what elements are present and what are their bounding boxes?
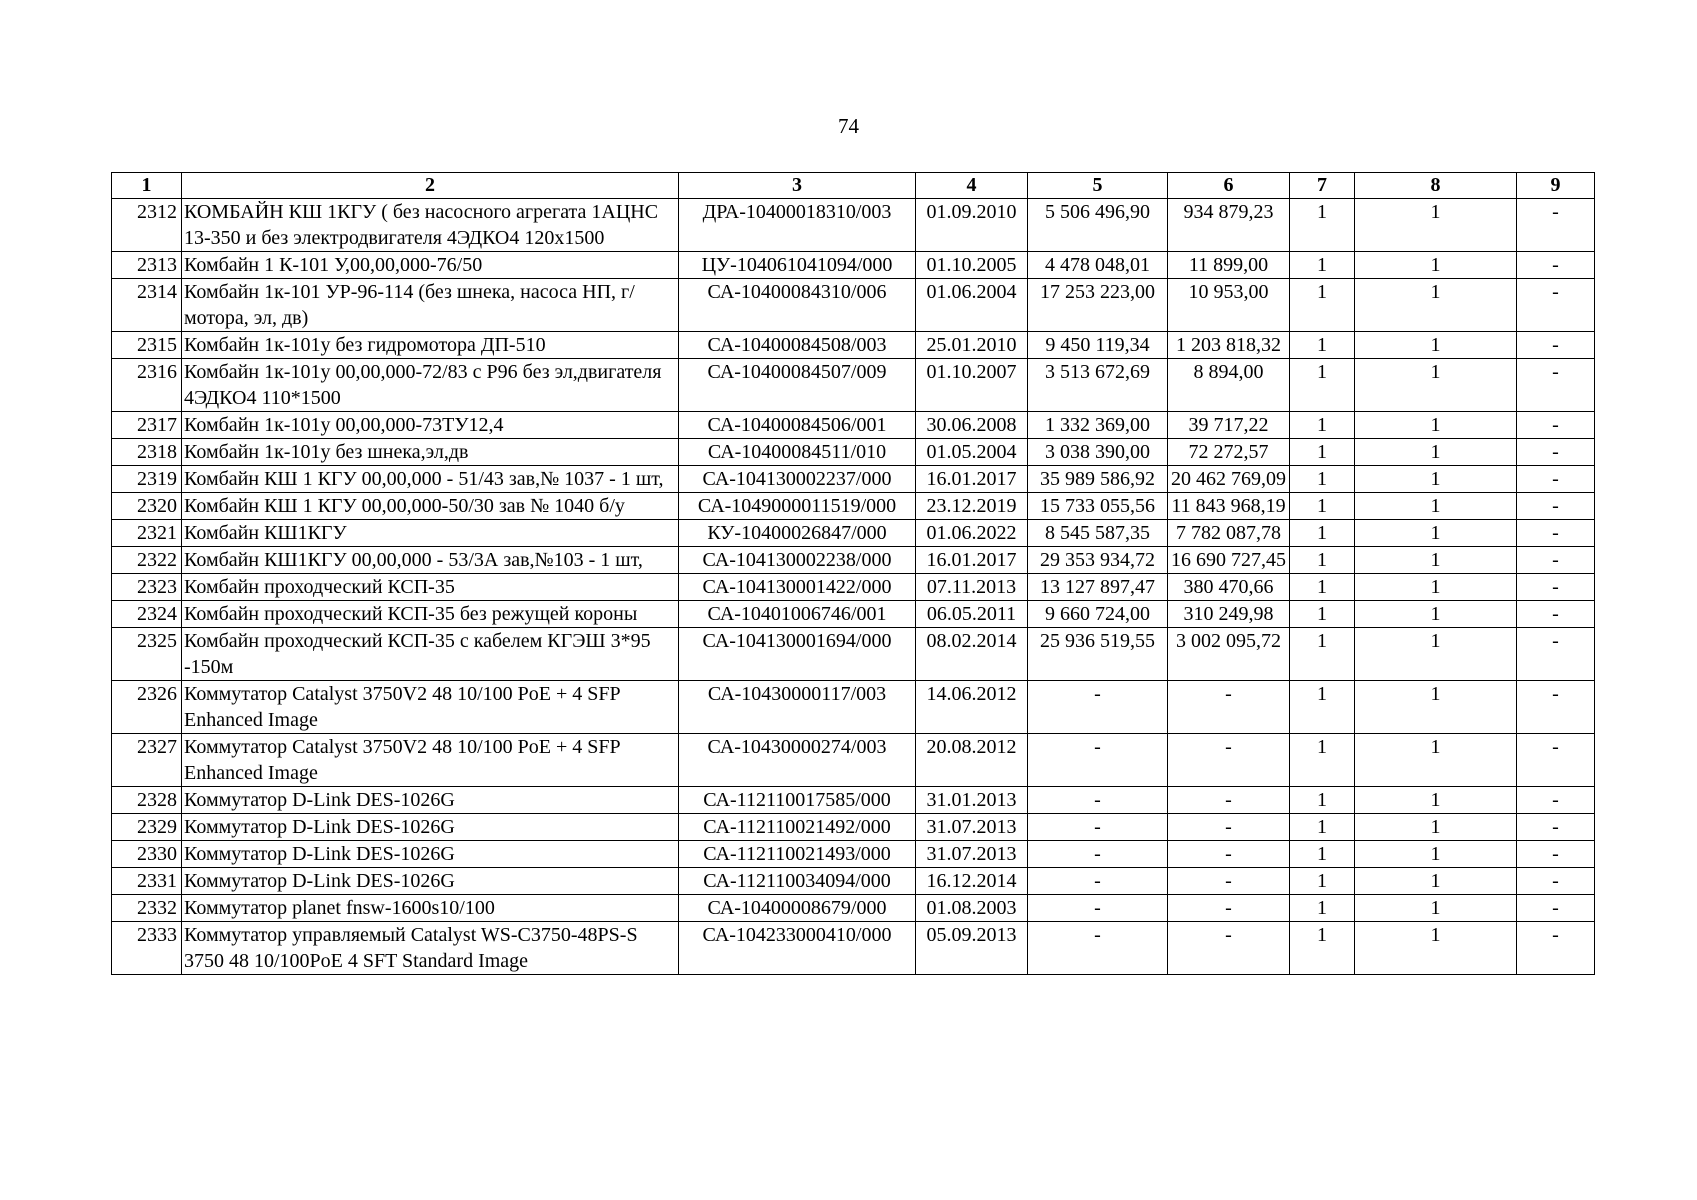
value-col-5: - <box>1028 681 1168 734</box>
item-name: Коммутатор управляемый Catalyst WS-C3750-48PS-S 3750 48 10/100PoE 4 SFT Standard Image <box>182 922 679 975</box>
value-col-5: 25 936 519,55 <box>1028 628 1168 681</box>
value-col-9: - <box>1517 252 1595 279</box>
date-cell: 07.11.2013 <box>916 574 1028 601</box>
date-cell: 16.01.2017 <box>916 466 1028 493</box>
column-header-8: 8 <box>1355 173 1517 199</box>
row-number: 2320 <box>112 493 182 520</box>
value-col-8: 1 <box>1355 922 1517 975</box>
value-col-9: - <box>1517 787 1595 814</box>
value-col-9: - <box>1517 628 1595 681</box>
value-col-7: 1 <box>1290 681 1355 734</box>
value-col-9: - <box>1517 547 1595 574</box>
value-col-8: 1 <box>1355 547 1517 574</box>
row-number: 2315 <box>112 332 182 359</box>
table-row <box>112 547 1595 574</box>
value-col-8: 1 <box>1355 628 1517 681</box>
table-row <box>112 681 1595 734</box>
value-col-5: 13 127 897,47 <box>1028 574 1168 601</box>
value-col-9: - <box>1517 412 1595 439</box>
value-col-8: 1 <box>1355 895 1517 922</box>
value-col-5: - <box>1028 868 1168 895</box>
value-col-6: 11 843 968,19 <box>1168 493 1290 520</box>
value-col-5: 5 506 496,90 <box>1028 199 1168 252</box>
value-col-7: 1 <box>1290 199 1355 252</box>
value-col-6: 7 782 087,78 <box>1168 520 1290 547</box>
inventory-code: СА-10430000274/003 <box>679 734 916 787</box>
row-number: 2322 <box>112 547 182 574</box>
row-number: 2318 <box>112 439 182 466</box>
item-name: Комбайн КШ 1 КГУ 00,00,000-50/30 зав № 1040 б/у <box>182 493 679 520</box>
inventory-code: СА-104130001694/000 <box>679 628 916 681</box>
inventory-code: КУ-10400026847/000 <box>679 520 916 547</box>
value-col-6: 72 272,57 <box>1168 439 1290 466</box>
date-cell: 01.09.2010 <box>916 199 1028 252</box>
value-col-7: 1 <box>1290 520 1355 547</box>
table-row <box>112 493 1595 520</box>
value-col-9: - <box>1517 574 1595 601</box>
value-col-6: 8 894,00 <box>1168 359 1290 412</box>
inventory-code: СА-10400084507/009 <box>679 359 916 412</box>
value-col-7: 1 <box>1290 359 1355 412</box>
inventory-code: СА-112110034094/000 <box>679 868 916 895</box>
row-number: 2317 <box>112 412 182 439</box>
item-name: Коммутатор D-Link DES-1026G <box>182 841 679 868</box>
table-row <box>112 841 1595 868</box>
table-row <box>112 601 1595 628</box>
row-number: 2333 <box>112 922 182 975</box>
item-name: Коммутатор planet fnsw-1600s10/100 <box>182 895 679 922</box>
value-col-5: 3 513 672,69 <box>1028 359 1168 412</box>
value-col-5: 1 332 369,00 <box>1028 412 1168 439</box>
item-name: Коммутатор Catalyst 3750V2 48 10/100 PoE + 4 SFP Enhanced Image <box>182 681 679 734</box>
column-header-6: 6 <box>1168 173 1290 199</box>
value-col-9: - <box>1517 199 1595 252</box>
row-number: 2325 <box>112 628 182 681</box>
table-row <box>112 199 1595 252</box>
item-name: Комбайн КШ 1 КГУ 00,00,000 - 51/43 зав,№ 1037 - 1 шт, <box>182 466 679 493</box>
table-row <box>112 520 1595 547</box>
table-row <box>112 412 1595 439</box>
table-row <box>112 787 1595 814</box>
table-row <box>112 734 1595 787</box>
value-col-9: - <box>1517 332 1595 359</box>
value-col-6: - <box>1168 734 1290 787</box>
inventory-code: СА-10400084310/006 <box>679 279 916 332</box>
date-cell: 31.07.2013 <box>916 841 1028 868</box>
row-number: 2328 <box>112 787 182 814</box>
date-cell: 25.01.2010 <box>916 332 1028 359</box>
table-row <box>112 868 1595 895</box>
value-col-9: - <box>1517 279 1595 332</box>
row-number: 2327 <box>112 734 182 787</box>
value-col-6: - <box>1168 787 1290 814</box>
table-row <box>112 359 1595 412</box>
table-row <box>112 466 1595 493</box>
column-header-9: 9 <box>1517 173 1595 199</box>
date-cell: 01.06.2004 <box>916 279 1028 332</box>
value-col-8: 1 <box>1355 466 1517 493</box>
item-name: Коммутатор D-Link DES-1026G <box>182 814 679 841</box>
value-col-7: 1 <box>1290 493 1355 520</box>
date-cell: 16.12.2014 <box>916 868 1028 895</box>
inventory-code: СА-10400008679/000 <box>679 895 916 922</box>
value-col-5: - <box>1028 922 1168 975</box>
row-number: 2312 <box>112 199 182 252</box>
page-number: 74 <box>838 114 859 138</box>
value-col-7: 1 <box>1290 279 1355 332</box>
date-cell: 01.08.2003 <box>916 895 1028 922</box>
item-name: Комбайн 1к-101у без шнека,эл,дв <box>182 439 679 466</box>
value-col-8: 1 <box>1355 868 1517 895</box>
value-col-5: 35 989 586,92 <box>1028 466 1168 493</box>
value-col-8: 1 <box>1355 332 1517 359</box>
date-cell: 05.09.2013 <box>916 922 1028 975</box>
row-number: 2329 <box>112 814 182 841</box>
value-col-5: - <box>1028 841 1168 868</box>
item-name: Комбайн проходческий КСП-35 с кабелем КГЭШ 3*95 -150м <box>182 628 679 681</box>
value-col-6: 16 690 727,45 <box>1168 547 1290 574</box>
value-col-8: 1 <box>1355 439 1517 466</box>
value-col-8: 1 <box>1355 279 1517 332</box>
inventory-code: СА-10400084508/003 <box>679 332 916 359</box>
value-col-7: 1 <box>1290 412 1355 439</box>
table-row <box>112 439 1595 466</box>
value-col-9: - <box>1517 814 1595 841</box>
value-col-7: 1 <box>1290 332 1355 359</box>
table-row <box>112 895 1595 922</box>
value-col-5: - <box>1028 814 1168 841</box>
inventory-code: СА-104130001422/000 <box>679 574 916 601</box>
row-number: 2323 <box>112 574 182 601</box>
value-col-9: - <box>1517 868 1595 895</box>
value-col-8: 1 <box>1355 787 1517 814</box>
value-col-7: 1 <box>1290 814 1355 841</box>
value-col-7: 1 <box>1290 601 1355 628</box>
row-number: 2332 <box>112 895 182 922</box>
value-col-6: 3 002 095,72 <box>1168 628 1290 681</box>
value-col-6: - <box>1168 814 1290 841</box>
item-name: Коммутатор D-Link DES-1026G <box>182 868 679 895</box>
item-name: Комбайн 1к-101 УР-96-114 (без шнека, насоса НП, г/мотора, эл, дв) <box>182 279 679 332</box>
value-col-5: 3 038 390,00 <box>1028 439 1168 466</box>
value-col-7: 1 <box>1290 439 1355 466</box>
value-col-7: 1 <box>1290 547 1355 574</box>
inventory-code: СА-1049000011519/000 <box>679 493 916 520</box>
value-col-6: 39 717,22 <box>1168 412 1290 439</box>
value-col-5: 17 253 223,00 <box>1028 279 1168 332</box>
inventory-code: ЦУ-104061041094/000 <box>679 252 916 279</box>
value-col-6: - <box>1168 841 1290 868</box>
item-name: Комбайн 1к-101у 00,00,000-73ТУ12,4 <box>182 412 679 439</box>
value-col-8: 1 <box>1355 412 1517 439</box>
value-col-9: - <box>1517 520 1595 547</box>
value-col-5: 9 450 119,34 <box>1028 332 1168 359</box>
inventory-code: ДРА-10400018310/003 <box>679 199 916 252</box>
column-header-4: 4 <box>916 173 1028 199</box>
date-cell: 01.10.2005 <box>916 252 1028 279</box>
date-cell: 20.08.2012 <box>916 734 1028 787</box>
value-col-8: 1 <box>1355 601 1517 628</box>
item-name: Комбайн КШ1КГУ 00,00,000 - 53/3А зав,№103 - 1 шт, <box>182 547 679 574</box>
column-header-5: 5 <box>1028 173 1168 199</box>
value-col-7: 1 <box>1290 841 1355 868</box>
table-row <box>112 332 1595 359</box>
date-cell: 23.12.2019 <box>916 493 1028 520</box>
value-col-8: 1 <box>1355 734 1517 787</box>
table-row <box>112 252 1595 279</box>
date-cell: 30.06.2008 <box>916 412 1028 439</box>
table-row <box>112 628 1595 681</box>
value-col-8: 1 <box>1355 199 1517 252</box>
date-cell: 16.01.2017 <box>916 547 1028 574</box>
item-name: Комбайн проходческий КСП-35 <box>182 574 679 601</box>
date-cell: 08.02.2014 <box>916 628 1028 681</box>
inventory-code: СА-10400084511/010 <box>679 439 916 466</box>
value-col-6: 20 462 769,09 <box>1168 466 1290 493</box>
table-row <box>112 922 1595 975</box>
item-name: Комбайн КШ1КГУ <box>182 520 679 547</box>
inventory-code: СА-112110021492/000 <box>679 814 916 841</box>
value-col-7: 1 <box>1290 734 1355 787</box>
value-col-8: 1 <box>1355 520 1517 547</box>
value-col-9: - <box>1517 359 1595 412</box>
table-row <box>112 814 1595 841</box>
value-col-8: 1 <box>1355 841 1517 868</box>
column-header-1: 1 <box>112 173 182 199</box>
row-number: 2321 <box>112 520 182 547</box>
value-col-7: 1 <box>1290 252 1355 279</box>
value-col-9: - <box>1517 895 1595 922</box>
row-number: 2314 <box>112 279 182 332</box>
value-col-6: - <box>1168 895 1290 922</box>
value-col-7: 1 <box>1290 787 1355 814</box>
value-col-6: 934 879,23 <box>1168 199 1290 252</box>
date-cell: 01.10.2007 <box>916 359 1028 412</box>
row-number: 2316 <box>112 359 182 412</box>
value-col-6: - <box>1168 868 1290 895</box>
value-col-7: 1 <box>1290 574 1355 601</box>
column-header-2: 2 <box>182 173 679 199</box>
value-col-6: - <box>1168 922 1290 975</box>
value-col-5: 15 733 055,56 <box>1028 493 1168 520</box>
value-col-5: 8 545 587,35 <box>1028 520 1168 547</box>
value-col-6: 11 899,00 <box>1168 252 1290 279</box>
inventory-code: СА-104130002237/000 <box>679 466 916 493</box>
table-row <box>112 279 1595 332</box>
value-col-8: 1 <box>1355 681 1517 734</box>
item-name: Комбайн 1к-101у без гидромотора ДП-510 <box>182 332 679 359</box>
value-col-5: - <box>1028 787 1168 814</box>
inventory-code: СА-10401006746/001 <box>679 601 916 628</box>
inventory-code: СА-104233000410/000 <box>679 922 916 975</box>
inventory-code: СА-112110017585/000 <box>679 787 916 814</box>
value-col-5: 29 353 934,72 <box>1028 547 1168 574</box>
value-col-8: 1 <box>1355 574 1517 601</box>
inventory-table <box>111 172 1595 975</box>
date-cell: 01.06.2022 <box>916 520 1028 547</box>
value-col-7: 1 <box>1290 466 1355 493</box>
item-name: Комбайн проходческий КСП-35 без режущей короны <box>182 601 679 628</box>
value-col-7: 1 <box>1290 868 1355 895</box>
value-col-9: - <box>1517 922 1595 975</box>
item-name: Комбайн 1 К-101 У,00,00,000-76/50 <box>182 252 679 279</box>
value-col-7: 1 <box>1290 922 1355 975</box>
value-col-5: 9 660 724,00 <box>1028 601 1168 628</box>
value-col-9: - <box>1517 681 1595 734</box>
date-cell: 14.06.2012 <box>916 681 1028 734</box>
date-cell: 31.01.2013 <box>916 787 1028 814</box>
inventory-code: СА-104130002238/000 <box>679 547 916 574</box>
value-col-8: 1 <box>1355 493 1517 520</box>
value-col-8: 1 <box>1355 814 1517 841</box>
value-col-8: 1 <box>1355 252 1517 279</box>
item-name: КОМБАЙН КШ 1КГУ ( без насосного агрегата 1АЦНС 13-350 и без электродвигателя 4ЭДКО4 120х1500 <box>182 199 679 252</box>
date-cell: 06.05.2011 <box>916 601 1028 628</box>
inventory-code: СА-10400084506/001 <box>679 412 916 439</box>
row-number: 2331 <box>112 868 182 895</box>
value-col-5: - <box>1028 734 1168 787</box>
value-col-6: 1 203 818,32 <box>1168 332 1290 359</box>
row-number: 2324 <box>112 601 182 628</box>
row-number: 2330 <box>112 841 182 868</box>
value-col-6: 310 249,98 <box>1168 601 1290 628</box>
column-header-3: 3 <box>679 173 916 199</box>
row-number: 2319 <box>112 466 182 493</box>
inventory-code: СА-10430000117/003 <box>679 681 916 734</box>
row-number: 2326 <box>112 681 182 734</box>
table-header-row <box>112 173 1595 199</box>
value-col-6: 380 470,66 <box>1168 574 1290 601</box>
item-name: Коммутатор D-Link DES-1026G <box>182 787 679 814</box>
date-cell: 01.05.2004 <box>916 439 1028 466</box>
value-col-5: 4 478 048,01 <box>1028 252 1168 279</box>
value-col-9: - <box>1517 439 1595 466</box>
table-body <box>112 199 1595 975</box>
row-number: 2313 <box>112 252 182 279</box>
table-row <box>112 574 1595 601</box>
value-col-9: - <box>1517 841 1595 868</box>
value-col-8: 1 <box>1355 359 1517 412</box>
item-name: Коммутатор Catalyst 3750V2 48 10/100 PoE + 4 SFP Enhanced Image <box>182 734 679 787</box>
value-col-6: - <box>1168 681 1290 734</box>
value-col-9: - <box>1517 601 1595 628</box>
value-col-5: - <box>1028 895 1168 922</box>
date-cell: 31.07.2013 <box>916 814 1028 841</box>
value-col-9: - <box>1517 466 1595 493</box>
inventory-code: СА-112110021493/000 <box>679 841 916 868</box>
value-col-7: 1 <box>1290 628 1355 681</box>
value-col-9: - <box>1517 493 1595 520</box>
item-name: Комбайн 1к-101у 00,00,000-72/83 с Р96 без эл,двигателя 4ЭДКО4 110*1500 <box>182 359 679 412</box>
column-header-7: 7 <box>1290 173 1355 199</box>
value-col-9: - <box>1517 734 1595 787</box>
value-col-7: 1 <box>1290 895 1355 922</box>
value-col-6: 10 953,00 <box>1168 279 1290 332</box>
